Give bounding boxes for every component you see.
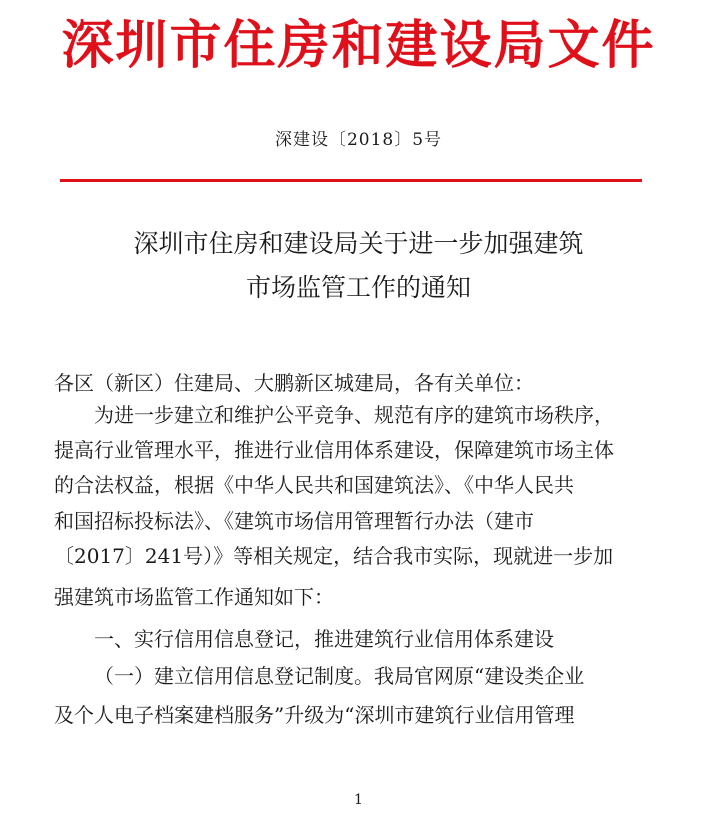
page-number: 1 [354,792,363,808]
document-title-line-2: 市场监管工作的通知 [245,273,471,302]
paragraph-line: 〔2017〕241号）》等相关规定，结合我市实际，现就进一步加 [54,544,614,568]
subsection-first-line [94,661,660,691]
subsection-heading: （一）建立信用信息登记制度。 [94,664,374,688]
paragraph-line: 的合法权益，根据《中华人民共和国建筑法》、《中华人民共 [54,473,574,497]
issuing-authority-masthead: 深圳市住房和建设局文件 [61,16,656,76]
addressee-line: 各区（新区）住建局、大鹏新区城建局，各有关单位： [54,371,534,395]
paragraph-line: 和国招标投标法》、《建筑市场信用管理暂行办法（建市 [54,509,534,533]
document-title [0,222,717,310]
paragraph-line: 及个人电子档案建档服务”升级为“深圳市建筑行业信用管理 [54,703,575,727]
paragraph-line: 提高行业管理水平，推进行业信用体系建设，保障建筑市场主体 [54,438,614,462]
document-number: 深建设〔2018〕5号 [274,130,443,150]
subsection-text: 我局官网原“建设类企业 [374,664,585,688]
document-title-line-1: 深圳市住房和建设局关于进一步加强建筑 [133,229,584,258]
section-heading: 一、实行信用信息登记，推进建筑行业信用体系建设 [94,627,554,651]
paragraph-line: 为进一步建立和维护公平竞争、规范有序的建筑市场秩序， [94,403,614,427]
red-divider-line [60,179,642,182]
paragraph-line: 强建筑市场监管工作通知如下： [54,585,334,609]
